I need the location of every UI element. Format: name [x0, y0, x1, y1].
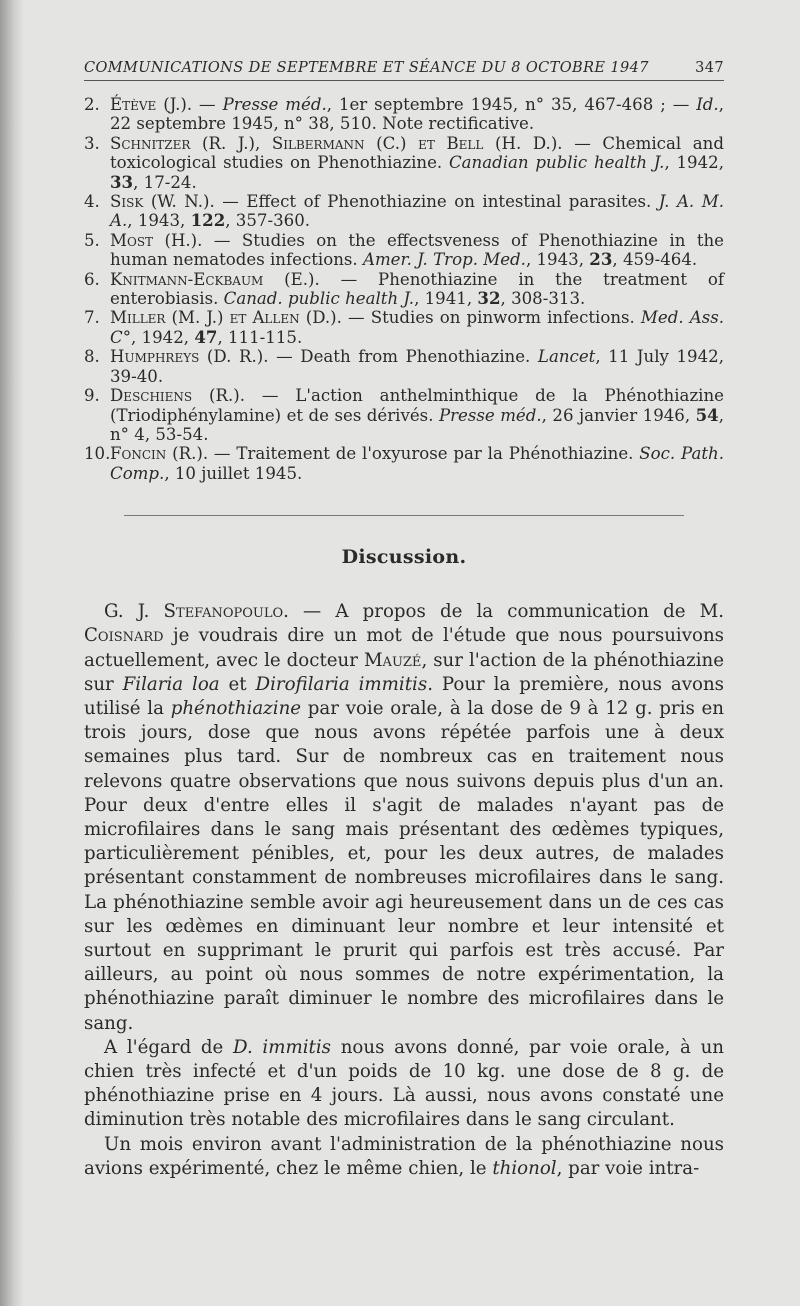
reference-item: [84, 270, 724, 309]
reference-text: , 111-115.: [217, 327, 303, 347]
reference-number: 4.: [84, 192, 100, 212]
person-name: Mauzé: [363, 649, 422, 671]
reference-text: , 308-313.: [500, 289, 586, 309]
reference-number: 10.: [84, 444, 111, 464]
reference-item: [84, 134, 724, 192]
reference-text: — Studies on pinworm infections.: [341, 308, 641, 328]
page: [84, 60, 724, 1181]
page-binding-shadow: [0, 0, 24, 1306]
reference-text: , 1942,: [664, 153, 724, 173]
header-title: COMMUNICATIONS DE SEPTEMBRE ET SÉANCE DU 8 OCTOBRE 1947: [84, 60, 649, 76]
discussion-paragraph: G. J. Stefanopoulo. — A propos de la communication de M. Coisnard je voudrais dire un mot de l'étude que nous poursuivons actuellement, avec le docteur Mauzé, sur l'action de la phénothiazine sur Filaria loa et Dirofilaria immitis. Pour la première, nous avons utilisé la phénothiazine par voie orale, à la dose de 9 à 12 g. pris en trois jours, dose que nous avons répétée parfois une à deux semaines plus tard. Sur de nombreux cas en traitement nous relevons quatre observations que nous suivons depuis plus d'un an. Pour deux d'entre elles il s'agit de malades n'ayant pas de microfilaires dans le sang mais présentant des œdèmes typiques, particulièrement pénibles, et, pour les deux autres, de malades présentant constamment de nombreuses microfilaires dans le sang. La phénothiazine semble avoir agi heureusement dans un de ces cas sur les œdèmes en diminuant leur nombre et leur intensité et surtout en supprimant le prurit qui parfois est très accusé. Par ailleurs, au point où nous sommes de notre expérimentation, la phénothiazine paraît diminuer le nombre des microfilaires dans le sang.: [84, 601, 725, 1034]
reference-number: 7.: [84, 308, 100, 328]
reference-text: , 1942,: [131, 327, 195, 347]
reference-item: [84, 347, 724, 386]
section-divider: [124, 515, 684, 516]
reference-item: [84, 308, 724, 347]
reference-number: 5.: [84, 230, 100, 250]
reference-text: , 1943,: [127, 211, 191, 231]
reference-item: [84, 231, 724, 270]
discussion-paragraph: A l'égard de D. immitis nous avons donné, par voie orale, à un chien très infecté et d'un poids de 10 kg. une dose de 8 g. de phénothiazine prise en 4 jours. Là aussi, nous avons constaté une diminution très notable des microfilaires dans le sang circulant.: [84, 1036, 724, 1131]
reference-volume: 23: [589, 249, 613, 270]
reference-author: Humphreys (D. R.).: [110, 347, 269, 367]
reference-text: —: [192, 95, 223, 114]
reference-journal: J. A. M. A.: [110, 192, 724, 231]
reference-text: , 26 janvier 1946,: [541, 405, 696, 425]
section-title: Discussion.: [341, 546, 467, 569]
drug-name: thionol: [492, 1157, 557, 1179]
reference-item: [84, 95, 724, 134]
reference-journal: Soc. Path. Comp.: [110, 444, 724, 483]
reference-text: — Traitement de l'oxyurose par la Phénothiazine.: [208, 444, 640, 464]
reference-item: [84, 444, 724, 483]
reference-journal: Presse méd.: [438, 405, 542, 425]
reference-number: 3.: [84, 133, 100, 153]
reference-volume: 54: [695, 404, 719, 425]
reference-journal: Canad. public health J.: [223, 289, 415, 309]
reference-journal: Amer. J. Trop. Med.: [362, 250, 526, 270]
reference-text: — Death from Phenothiazine.: [268, 347, 538, 367]
reference-journal: Id.: [696, 95, 719, 114]
reference-number: 6.: [84, 269, 100, 289]
discussion-paragraph: Un mois environ avant l'administration de la phénothiazine nous avions expérimenté, chez le même chien, le thionol, par voie intra-: [84, 1133, 724, 1179]
reference-text: , 357-360.: [225, 211, 311, 231]
page-number: 347: [695, 60, 724, 76]
drug-name: phénothiazine: [170, 697, 302, 719]
reference-journal: Med. Ass. C°: [110, 308, 725, 347]
reference-text: , 1er septembre 1945, n° 35, 467-468 ; —: [326, 95, 697, 114]
reference-list: [84, 95, 724, 483]
reference-volume: 33: [110, 171, 134, 192]
reference-text: , 17-24.: [133, 172, 197, 192]
reference-text: , 22 septembre 1945, n° 38, 510. Note rectificative.: [110, 95, 724, 134]
reference-author: Miller (M. J.) et Allen (D.).: [110, 308, 342, 328]
reference-item: [84, 192, 724, 231]
species-name: Dirofilaria immitis: [255, 673, 428, 695]
reference-number: 8.: [84, 347, 100, 367]
person-name: Coisnard: [84, 625, 164, 647]
reference-text: — Phenothiazine in the treatment of enterobiasis.: [110, 269, 725, 309]
reference-text: , 1943,: [525, 250, 590, 270]
reference-author: Deschiens (R.).: [110, 386, 246, 406]
reference-text: , 11 July 1942, 39-40.: [110, 347, 724, 386]
reference-text: , 10 juillet 1945.: [164, 463, 303, 483]
reference-author: Knitmann-Eckbaum (E.).: [110, 269, 320, 289]
reference-number: 9.: [84, 386, 100, 406]
reference-item: [84, 386, 724, 444]
reference-text: — Effect of Phenothiazine on intestinal parasites.: [214, 192, 659, 212]
reference-volume: 32: [477, 288, 501, 309]
reference-text: — Studies on the effectsveness of Phenothiazine in the human nematodes infections.: [110, 230, 724, 270]
reference-author: Schnitzer (R. J.), Silbermann (C.) et Bell (H. D.).: [110, 133, 563, 153]
reference-journal: Canadian public health J.: [448, 153, 665, 173]
reference-journal: Presse méd.: [222, 95, 327, 114]
speaker-name: G. J. Stefanopoulo.: [104, 601, 289, 623]
reference-text: , n° 4, 53-54.: [110, 405, 724, 444]
reference-journal: Lancet: [537, 347, 596, 367]
reference-author: Étève (J.).: [110, 95, 193, 114]
reference-text: , 1941,: [414, 289, 478, 309]
reference-volume: 47: [194, 326, 218, 347]
reference-text: , 459-464.: [612, 250, 698, 270]
running-header: [84, 60, 724, 81]
species-name: D. immitis: [233, 1036, 332, 1058]
species-name: Filaria loa: [122, 673, 220, 695]
reference-text: — Chemical and toxicological studies on Phenothiazine.: [110, 133, 724, 173]
reference-number: 2.: [84, 95, 100, 114]
reference-author: Most (H.).: [110, 230, 203, 250]
reference-text: — L'action anthelminthique de la Phénothiazine (Triodiphénylamine) et de ses dérivés.: [110, 386, 724, 425]
reference-volume: 122: [190, 210, 226, 231]
reference-author: Sisk (W. N.).: [110, 192, 215, 212]
reference-author: Foncin (R.).: [110, 444, 209, 464]
